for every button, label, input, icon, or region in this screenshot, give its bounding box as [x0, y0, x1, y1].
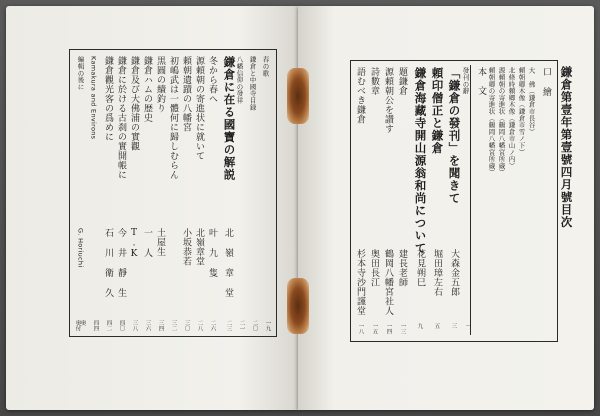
right-page[interactable] — [298, 6, 594, 410]
toc-entry-author: 今 井 靜 生 — [116, 228, 126, 298]
toc-entry-title: 冬から春へ — [207, 56, 217, 104]
toc-entry-page: 三〇 — [183, 320, 190, 331]
right-toc-frame — [350, 60, 558, 342]
toc-entry-title: 春の歌 — [261, 56, 270, 77]
toc-entry-author: 小坂恭若 — [181, 228, 191, 266]
toc-entry-title: 語むべき鎌倉 — [355, 67, 365, 124]
toc-entry-title: 鎌倉と中國寺目録 — [248, 56, 257, 111]
toc-entry-title: 黒圓の續釣り — [155, 56, 165, 113]
toc-entry-page: 二八 — [196, 320, 203, 331]
footer-note: 奥付 — [74, 320, 81, 331]
toc-entry-page: 二一 — [238, 320, 245, 331]
toc-entry-title: 題鎌倉 — [397, 67, 407, 96]
toc-entry-page: 一八 — [357, 323, 364, 334]
toc-entry-page: 三二 — [170, 320, 177, 331]
toc-entry-title: 鎌倉觀光客の爲めに — [103, 56, 113, 142]
toc-entry-title: 鎌倉に在る國寶の解説 — [222, 56, 237, 181]
open-magazine — [6, 6, 594, 410]
toc-entry-title: 鎌倉及び大佛浦の實觀 — [129, 56, 139, 151]
plate-item: 大 佛（鎌倉市長谷） — [527, 67, 536, 135]
toc-entry-page: 二六 — [209, 320, 216, 331]
toc-entry-page: 二〇 — [251, 320, 258, 331]
toc-entry-title: 編輯の後に — [76, 56, 85, 90]
toc-entry-author: 石 川 衛 久 — [103, 228, 113, 298]
toc-entry-page: 一三 — [399, 323, 406, 334]
left-toc-frame — [69, 49, 277, 337]
toc-entry-author: 堀田璋左右 — [432, 249, 442, 297]
toc-entry-page: 三六 — [144, 320, 151, 331]
toc-entry-page: 九 — [416, 323, 423, 329]
section-divider — [470, 65, 471, 335]
toc-entry-author: 土屋生 — [155, 228, 165, 257]
toc-entry-author: 大森金五郎 — [449, 249, 459, 297]
plate-item: 源頼朝の寄進状（鶴岡八幡宮所蔵） — [497, 67, 506, 176]
toc-entry-author: 北嶺章堂 — [194, 228, 204, 266]
toc-entry-page: 奥 — [79, 320, 86, 326]
plate-item: 頼朝卿の寄進状（鶴岡八幡宮所蔵） — [487, 67, 496, 176]
toc-entry-page: 一四 — [385, 323, 392, 334]
plates-section-label: 口 繪 — [541, 67, 551, 97]
toc-entry-page: 五 — [433, 323, 440, 329]
toc-entry-page: 四二 — [105, 320, 112, 331]
plate-item: 北條時頼卿木像（鎌倉市山ノ内） — [507, 67, 516, 169]
toc-entry-author: T.K — [129, 228, 139, 260]
toc-entry-author: 鶴岡八幡宮社人 — [383, 249, 393, 316]
toc-entry-page: 一 — [464, 323, 471, 329]
toc-entry-title: 詩數章 — [369, 67, 379, 96]
toc-entry-author: G. Horiuchi — [76, 228, 85, 268]
toc-entry-title: Kamakura and Environs — [89, 56, 98, 140]
plate-item: 頼朝卿木像（鎌倉市雪ノ下） — [517, 67, 526, 156]
toc-entry-author: 北 嶺 章 堂 — [223, 228, 233, 298]
body-section-label: 本 文 — [476, 67, 486, 96]
toc-entry-title: 「鎌倉の發刊」を聞きて — [447, 67, 462, 205]
toc-entry-author: 杉本寺沙門謹堂 — [355, 249, 365, 316]
toc-entry-title: 初嶋武は一體何に歸しむらん — [168, 56, 178, 180]
toc-entry-page: 三 — [450, 323, 457, 329]
binding-hole-top — [287, 68, 309, 124]
binding-hole-bottom — [287, 278, 309, 334]
issue-title: 鎌倉第壹年第壹號四月號目次 — [559, 66, 574, 229]
toc-entry-page: 二三 — [225, 320, 232, 331]
toc-entry-author: 建長老師 — [397, 249, 407, 287]
toc-entry-page: 四四 — [92, 320, 99, 331]
toc-entry-title: 源頼朝の寄進状に就いて — [194, 56, 204, 161]
toc-entry-title: 八幡信仰の發祥 — [235, 56, 244, 104]
toc-entry-author: 叶 九 隻 — [207, 228, 217, 278]
toc-entry-page: 一五 — [371, 323, 378, 334]
toc-entry-author: 奥田長江 — [369, 249, 379, 287]
toc-entry-author: 一 人 — [142, 228, 152, 258]
toc-entry-title: 鎌倉海藏寺開山源翁和尚について — [413, 67, 428, 255]
toc-entry-title: 頼印僧正と鎌倉 — [430, 67, 445, 155]
toc-entry-title: 鎌倉に於ける古刹の實開帳に — [116, 56, 126, 180]
toc-entry-page: 三八 — [131, 320, 138, 331]
toc-entry-page: 四〇 — [118, 320, 125, 331]
toc-entry-page: 一九 — [264, 320, 271, 331]
toc-entry-title: 發刊の辭 — [461, 67, 470, 95]
toc-entry-page: 三四 — [157, 320, 164, 331]
toc-entry-author: 花見朔巳 — [415, 249, 425, 287]
toc-entry-title: 頼朝遺蹟の八幡宮 — [181, 56, 191, 132]
toc-entry-title: 源頼朝公を讃す — [383, 67, 393, 134]
toc-entry-title: 鎌倉ハムの歴史 — [142, 56, 152, 123]
left-page[interactable] — [6, 6, 298, 410]
